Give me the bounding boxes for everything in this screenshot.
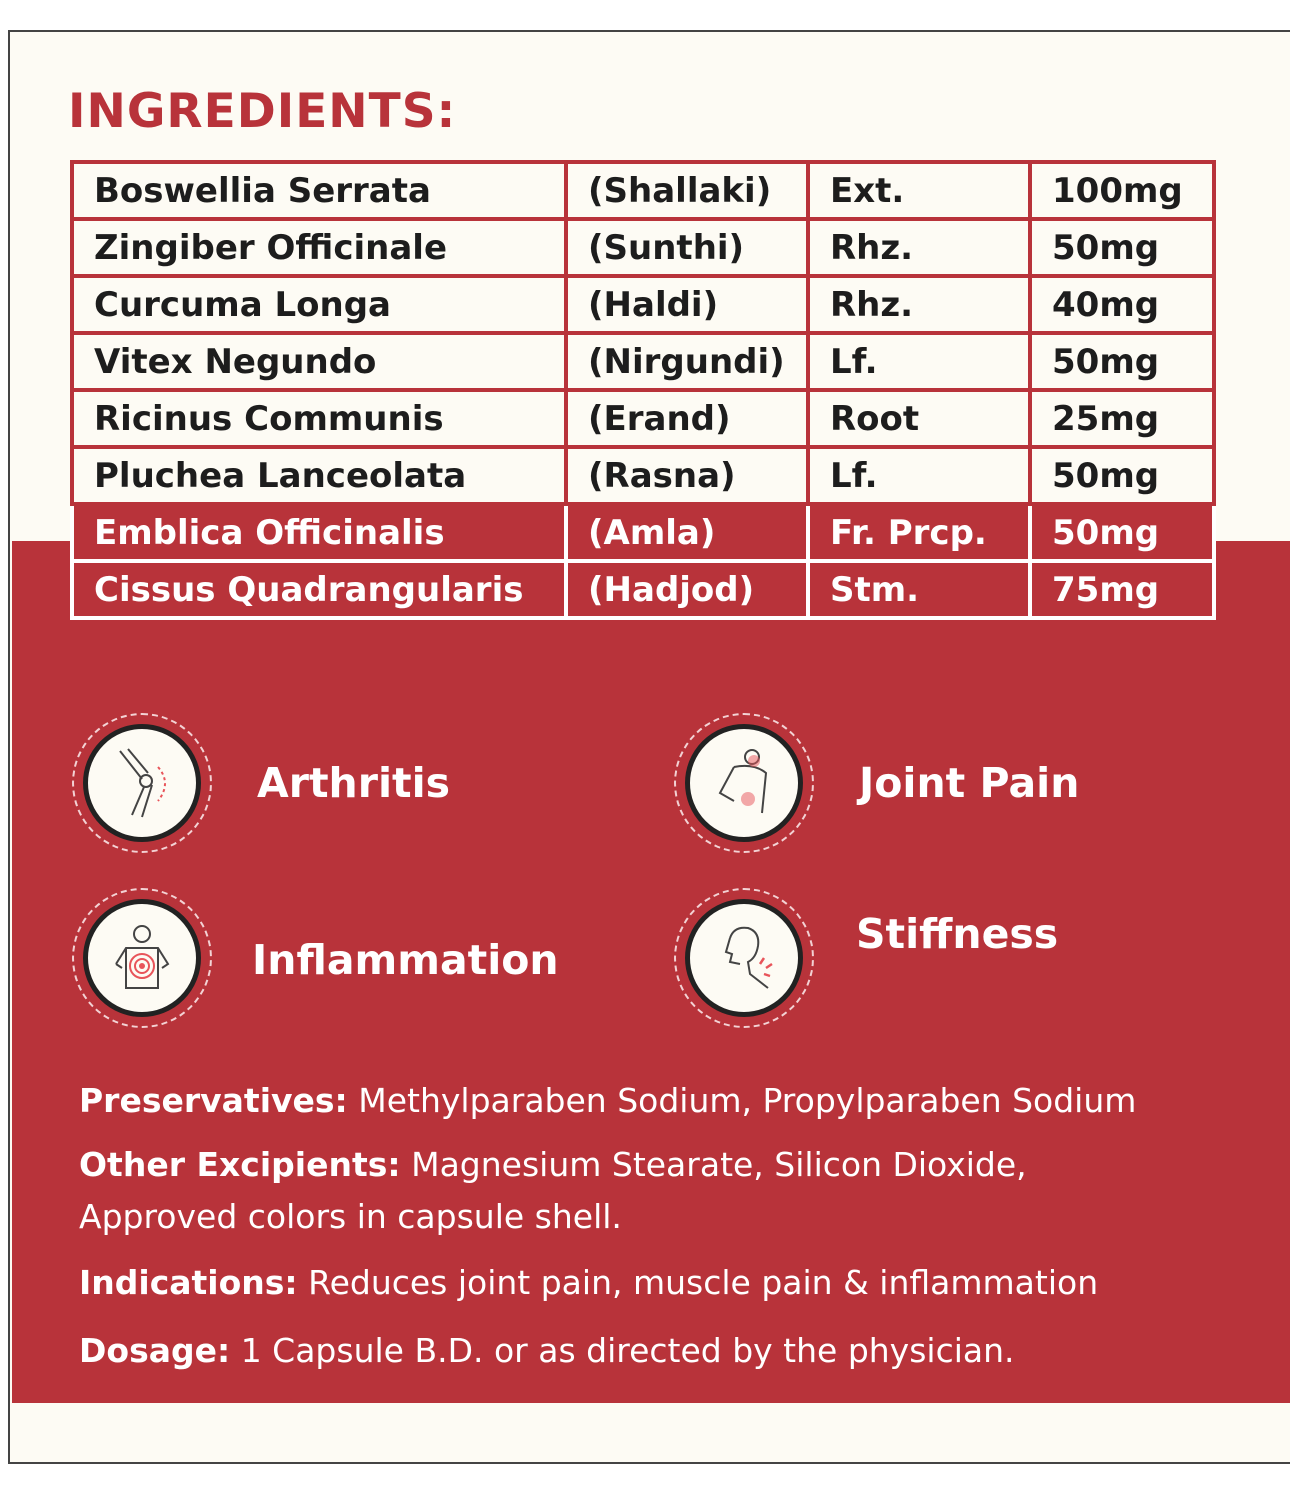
- ingredient-part: Root: [808, 390, 1030, 447]
- ingredient-part: Lf.: [808, 333, 1030, 390]
- indication-arthritis: [72, 713, 450, 853]
- ingredient-name: Curcuma Longa: [72, 276, 566, 333]
- ingredient-part: Rhz.: [808, 276, 1030, 333]
- indications-text: Reduces joint pain, muscle pain & inflammation: [308, 1263, 1099, 1302]
- ingredient-name: Pluchea Lanceolata: [72, 447, 566, 504]
- indications-label: Indications:: [79, 1263, 298, 1302]
- dosage-label: Dosage:: [79, 1331, 231, 1370]
- indication-stiffness: [674, 888, 1058, 1028]
- indication-label: Arthritis: [257, 759, 451, 807]
- ingredient-dose: 100mg: [1030, 162, 1214, 219]
- preservatives-line: [79, 1075, 1239, 1127]
- table-row: [72, 333, 1214, 390]
- indication-label: Joint Pain: [859, 759, 1080, 807]
- ingredient-local-name: (Haldi): [566, 276, 808, 333]
- ingredient-part: Lf.: [808, 447, 1030, 504]
- ingredient-name: Ricinus Communis: [72, 390, 566, 447]
- chest-inflammation-icon: [102, 918, 182, 998]
- preservatives-label: Preservatives:: [79, 1081, 348, 1120]
- ingredient-dose: 25mg: [1030, 390, 1214, 447]
- ingredient-local-name: (Erand): [566, 390, 808, 447]
- indication-label: Inflammation: [252, 936, 559, 984]
- ingredient-dose: 50mg: [1030, 447, 1214, 504]
- ingredient-name: Vitex Negundo: [72, 333, 566, 390]
- dosage-line: [79, 1325, 1239, 1377]
- back-pain-icon: [704, 743, 784, 823]
- table-row: [72, 390, 1214, 447]
- excipients-text: Magnesium Stearate, Silicon Dioxide,: [411, 1145, 1027, 1184]
- table-row: [72, 162, 1214, 219]
- excipients-line: [79, 1139, 1239, 1191]
- table-row: [72, 219, 1214, 276]
- ingredient-dose: 50mg: [1030, 333, 1214, 390]
- ingredient-dose: 50mg: [1030, 504, 1214, 561]
- indications-line: [79, 1257, 1239, 1309]
- ingredients-table: [70, 160, 1216, 620]
- table-row: [72, 561, 1214, 618]
- excipients-line-2: [79, 1191, 1239, 1243]
- knee-joint-icon: [102, 743, 182, 823]
- ingredient-dose: 50mg: [1030, 219, 1214, 276]
- ingredient-local-name: (Nirgundi): [566, 333, 808, 390]
- excipients-label: Other Excipients:: [79, 1145, 401, 1184]
- neck-stiffness-icon: [704, 918, 784, 998]
- ingredient-part: Ext.: [808, 162, 1030, 219]
- table-row: [72, 504, 1214, 561]
- ingredient-local-name: (Hadjod): [566, 561, 808, 618]
- table-row: [72, 276, 1214, 333]
- ingredient-part: Stm.: [808, 561, 1030, 618]
- ingredient-name: Boswellia Serrata: [72, 162, 566, 219]
- indication-inflammation: [72, 888, 559, 1028]
- excipients-text-2: Approved colors in capsule shell.: [79, 1197, 622, 1236]
- dosage-text: 1 Capsule B.D. or as directed by the physician.: [240, 1331, 1015, 1370]
- ingredient-part: Rhz.: [808, 219, 1030, 276]
- indication-label: Stiffness: [856, 910, 1059, 958]
- ingredient-name: Emblica Officinalis: [72, 504, 566, 561]
- ingredient-name: Cissus Quadrangularis: [72, 561, 566, 618]
- ingredient-local-name: (Amla): [566, 504, 808, 561]
- ingredient-local-name: (Shallaki): [566, 162, 808, 219]
- indication-joint-pain: [674, 713, 1079, 853]
- ingredient-local-name: (Sunthi): [566, 219, 808, 276]
- ingredient-name: Zingiber Officinale: [72, 219, 566, 276]
- ingredient-dose: 75mg: [1030, 561, 1214, 618]
- ingredient-part: Fr. Prcp.: [808, 504, 1030, 561]
- preservatives-text: Methylparaben Sodium, Propylparaben Sodium: [358, 1081, 1137, 1120]
- ingredients-heading: INGREDIENTS:: [68, 84, 457, 139]
- ingredient-dose: 40mg: [1030, 276, 1214, 333]
- table-row: [72, 447, 1214, 504]
- ingredient-local-name: (Rasna): [566, 447, 808, 504]
